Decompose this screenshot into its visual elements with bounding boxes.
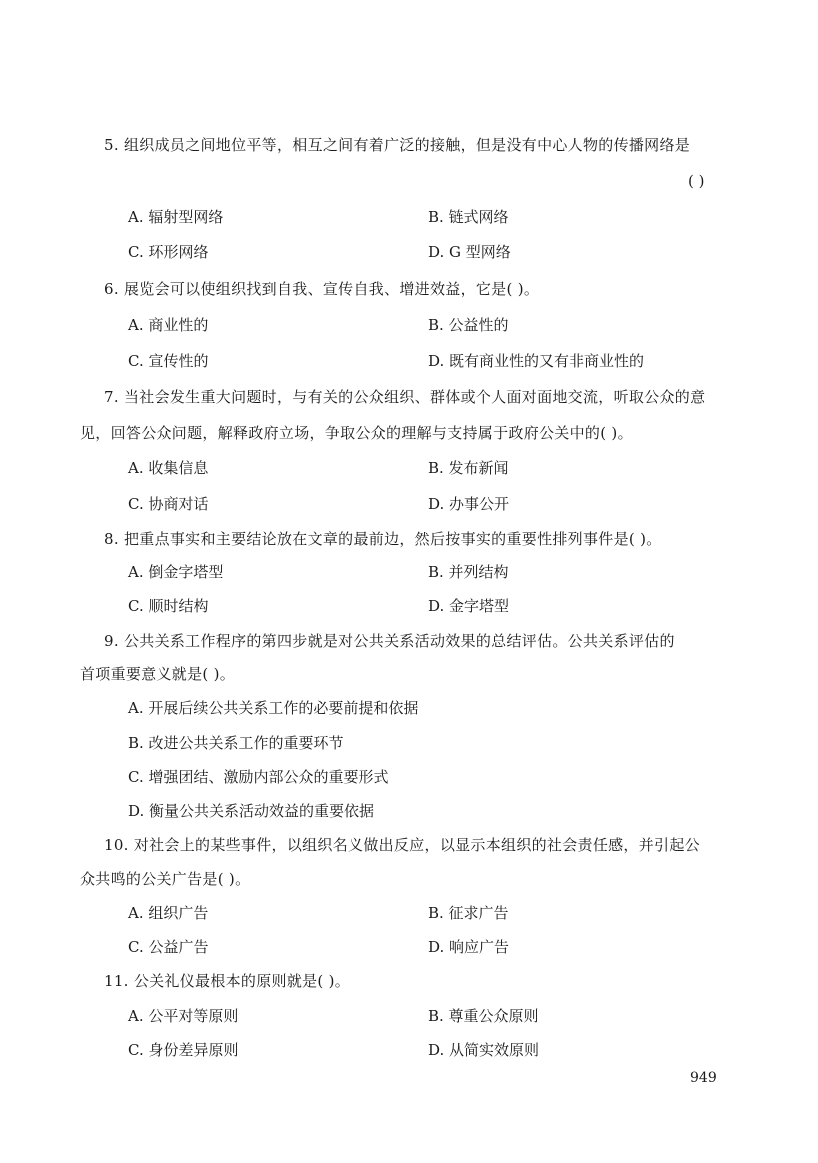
question-9-option-c: C. 增强团结、激励内部公众的重要形式 — [128, 768, 389, 786]
question-9-option-a: A. 开展后续公共关系工作的必要前提和依据 — [128, 699, 419, 717]
question-5-answer-blank: ( ) — [688, 172, 705, 190]
question-5-option-d: D. G 型网络 — [428, 243, 511, 261]
question-10-option-b: B. 征求广告 — [428, 904, 509, 922]
question-10-stem-line-2: 众共鸣的公关广告是( )。 — [80, 870, 251, 888]
question-10-option-c: C. 公益广告 — [128, 938, 209, 956]
question-8-option-d: D. 金字塔型 — [428, 597, 510, 615]
question-6-option-d: D. 既有商业性的又有非商业性的 — [428, 352, 645, 370]
question-5-option-c: C. 环形网络 — [128, 243, 209, 261]
question-7-stem-line-1: 7. 当社会发生重大问题时，与有关的公众组织、群体或个人面对面地交流，听取公众的意 — [104, 388, 706, 406]
question-6-option-a: A. 商业性的 — [128, 316, 209, 334]
question-10-stem-line-1: 10. 对社会上的某些事件，以组织名义做出反应，以显示本组织的社会责任感，并引起公 — [104, 836, 700, 854]
question-7-option-a: A. 收集信息 — [128, 459, 209, 477]
question-8-stem: 8. 把重点事实和主要结论放在文章的最前边，然后按事实的重要性排列事件是( )。 — [104, 530, 662, 548]
question-9-option-d: D. 衡量公共关系活动效益的重要依据 — [128, 802, 375, 820]
question-10-option-a: A. 组织广告 — [128, 904, 209, 922]
question-11-option-b: B. 尊重公众原则 — [428, 1007, 539, 1025]
question-11-stem: 11. 公关礼仪最根本的原则就是( )。 — [104, 972, 351, 990]
question-9-stem-line-1: 9. 公共关系工作程序的第四步就是对公共关系活动效果的总结评估。公共关系评估的 — [104, 632, 675, 650]
question-5-option-b: B. 链式网络 — [428, 208, 509, 226]
question-8-option-a: A. 倒金字塔型 — [128, 563, 224, 581]
question-7-option-c: C. 协商对话 — [128, 495, 209, 513]
question-8-option-b: B. 并列结构 — [428, 563, 509, 581]
question-6-option-b: B. 公益性的 — [428, 316, 509, 334]
question-10-option-d: D. 响应广告 — [428, 938, 510, 956]
question-5-option-a: A. 辐射型网络 — [128, 208, 224, 226]
question-11-option-c: C. 身份差异原则 — [128, 1041, 239, 1059]
question-11-option-a: A. 公平对等原则 — [128, 1007, 239, 1025]
question-11-option-d: D. 从简实效原则 — [428, 1041, 540, 1059]
question-9-option-b: B. 改进公共关系工作的重要环节 — [128, 734, 344, 752]
page-number: 949 — [690, 1070, 717, 1086]
question-5-stem: 5. 组织成员之间地位平等，相互之间有着广泛的接触，但是没有中心人物的传播网络是 — [104, 136, 691, 154]
question-7-option-b: B. 发布新闻 — [428, 459, 509, 477]
question-9-stem-line-2: 首项重要意义就是( )。 — [80, 665, 236, 683]
question-7-stem-line-2: 见，回答公众问题，解释政府立场，争取公众的理解与支持属于政府公关中的( )。 — [80, 424, 633, 442]
question-8-option-c: C. 顺时结构 — [128, 597, 209, 615]
question-7-option-d: D. 办事公开 — [428, 495, 510, 513]
question-6-stem: 6. 展览会可以使组织找到自我、宣传自我、增进效益，它是( )。 — [104, 280, 540, 298]
question-6-option-c: C. 宣传性的 — [128, 352, 209, 370]
